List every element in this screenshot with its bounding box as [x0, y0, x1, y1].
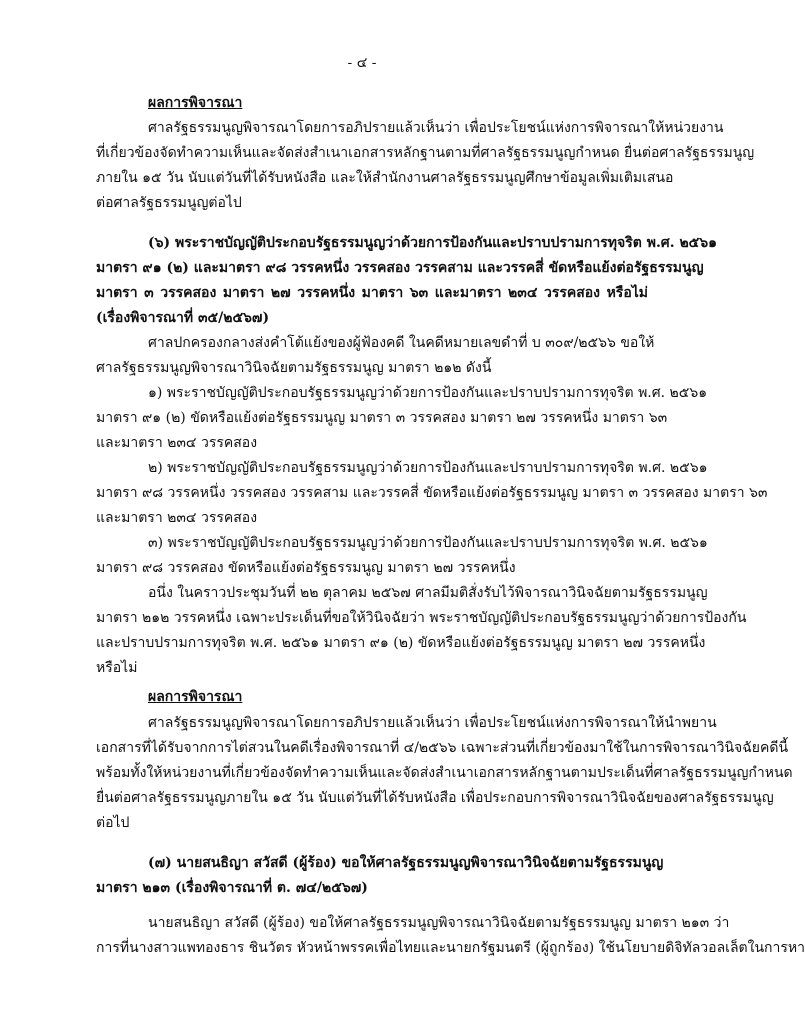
list-item-line: และมาตรา ๒๓๔ วรรคสอง — [96, 435, 258, 451]
list-item-line: มาตรา ๙๘ วรรคหนึ่ง วรรคสอง วรรคสาม และวรรคสี่ ขัดหรือแย้งต่อรัฐธรรมนูญ มาตรา ๓ วรรคสอง มาตรา ๖๓ — [96, 485, 768, 501]
paragraph-line: ที่เกี่ยวข้องจัดทำความเห็นและจัดส่งสำเนาเอกสารหลักฐานตามที่ศาลรัฐธรรมนูญกำหนด ยื่นต่อศาลรัฐธรรมนูญ — [96, 145, 755, 161]
paragraph-line: ศาลปกครองกลางส่งคำโต้แย้งของผู้ฟ้องคดี ในคดีหมายเลขดำที่ บ ๓๐๙/๒๕๖๖ ขอให้ — [148, 335, 655, 351]
paragraph-line: ต่อศาลรัฐธรรมนูญต่อไป — [96, 195, 242, 211]
section-heading-result: ผลการพิจารณา — [148, 95, 243, 111]
list-item-line: ๒) พระราชบัญญัติประกอบรัฐธรรมนูญว่าด้วยการป้องกันและปราบปรามการทุจริต พ.ศ. ๒๕๖๑ — [148, 460, 708, 476]
case-heading-line: (๖) พระราชบัญญัติประกอบรัฐธรรมนูญว่าด้วยการป้องกันและปราบปรามการทุจริต พ.ศ. ๒๕๖๑ — [148, 235, 718, 251]
paragraph-line: พร้อมทั้งให้หน่วยงานที่เกี่ยวข้องจัดทำความเห็นและจัดส่งสำเนาเอกสารหลักฐานตามประเด็นที่ศาลรัฐธรรมนูญกำหนด — [96, 765, 793, 781]
list-item-line: ๑) พระราชบัญญัติประกอบรัฐธรรมนูญว่าด้วยการป้องกันและปราบปรามการทุจริต พ.ศ. ๒๕๖๑ — [148, 385, 708, 401]
case-heading-line: (เรื่องพิจารณาที่ ๓๕/๒๕๖๗) — [96, 310, 270, 326]
paragraph-line: อนึ่ง ในคราวประชุมวันที่ ๒๒ ตุลาคม ๒๕๖๗ ศาลมีมติสั่งรับไว้พิจารณาวินิจฉัยตามรัฐธรรมนูญ — [148, 585, 708, 601]
list-item-line: มาตรา ๙๑ (๒) ขัดหรือแย้งต่อรัฐธรรมนูญ มาตรา ๓ วรรคสอง มาตรา ๒๗ วรรคหนึ่ง มาตรา ๖๓ — [96, 410, 668, 426]
case-heading-line: มาตรา ๙๑ (๒) และมาตรา ๙๘ วรรคหนึ่ง วรรคสอง วรรคสาม และวรรคสี่ ขัดหรือแย้งต่อรัฐธรรมนูญ — [96, 260, 704, 276]
section-heading-result: ผลการพิจารณา — [148, 689, 243, 705]
paragraph-line: เอกสารที่ได้รับจากการไต่สวนในคดีเรื่องพิจารณาที่ ๔/๒๕๖๖ เฉพาะส่วนที่เกี่ยวข้องมาใช้ในการพิจารณาวินิจฉัยคดีนี้ — [96, 740, 789, 756]
paragraph-line: การที่นางสาวแพทองธาร ชินวัตร หัวหน้าพรรคเพื่อไทยและนายกรัฐมนตรี (ผู้ถูกร้อง) ใช้นโยบายดิจิทัลวอลเล็ตในการหา — [96, 940, 805, 956]
paragraph-line: มาตรา ๒๑๒ วรรคหนึ่ง เฉพาะประเด็นที่ขอให้วินิจฉัยว่า พระราชบัญญัติประกอบรัฐธรรมนูญว่าด้วยการป้องกัน — [96, 610, 747, 626]
case-heading-line: มาตรา ๓ วรรคสอง มาตรา ๒๗ วรรคหนึ่ง มาตรา ๖๓ และมาตรา ๒๓๔ วรรคสอง หรือไม่ — [96, 285, 648, 301]
paragraph-line: ภายใน ๑๕ วัน นับแต่วันที่ได้รับหนังสือ และให้สำนักงานศาลรัฐธรรมนูญศึกษาข้อมูลเพิ่มเติมเสนอ — [96, 170, 674, 186]
paragraph-line: ต่อไป — [96, 815, 130, 831]
paragraph-line: หรือไม่ — [96, 660, 138, 676]
list-item-line: มาตรา ๙๘ วรรคสอง ขัดหรือแย้งต่อรัฐธรรมนูญ มาตรา ๒๗ วรรคหนึ่ง — [96, 560, 516, 576]
list-item-line: และมาตรา ๒๓๔ วรรคสอง — [96, 510, 258, 526]
case-heading-line: (๗) นายสนธิญา สวัสดี (ผู้ร้อง) ขอให้ศาลรัฐธรรมนูญพิจารณาวินิจฉัยตามรัฐธรรมนูญ — [148, 855, 664, 871]
paragraph-line: ศาลรัฐธรรมนูญพิจารณาโดยการอภิปรายแล้วเห็นว่า เพื่อประโยชน์แห่งการพิจารณาให้หน่วยงาน — [148, 120, 724, 136]
paragraph-line: นายสนธิญา สวัสดี (ผู้ร้อง) ขอให้ศาลรัฐธรรมนูญพิจารณาวินิจฉัยตามรัฐธรรมนูญ มาตรา ๒๑๓ ว่า — [148, 915, 730, 931]
paragraph-line: ศาลรัฐธรรมนูญพิจารณาวินิจฉัยตามรัฐธรรมนูญ มาตรา ๒๑๒ ดังนี้ — [96, 360, 492, 376]
case-heading-line: มาตรา ๒๑๓ (เรื่องพิจารณาที่ ต. ๗๔/๒๕๖๗) — [96, 880, 368, 896]
list-item-line: ๓) พระราชบัญญัติประกอบรัฐธรรมนูญว่าด้วยการป้องกันและปราบปรามการทุจริต พ.ศ. ๒๕๖๑ — [148, 535, 708, 551]
paragraph-line: ศาลรัฐธรรมนูญพิจารณาโดยการอภิปรายแล้วเห็นว่า เพื่อประโยชน์แห่งการพิจารณาให้นำพยาน — [148, 715, 717, 731]
paragraph-line: ยื่นต่อศาลรัฐธรรมนูญภายใน ๑๕ วัน นับแต่วันที่ได้รับหนังสือ เพื่อประกอบการพิจารณาวินิจฉัยของศาลรัฐธรรมนูญ — [96, 790, 774, 806]
paragraph-line: และปราบปรามการทุจริต พ.ศ. ๒๕๖๑ มาตรา ๙๑ (๒) ขัดหรือแย้งต่อรัฐธรรมนูญ มาตรา ๒๗ วรรคหนึ่ง — [96, 635, 706, 651]
page-number: - ๔ - — [347, 55, 377, 71]
